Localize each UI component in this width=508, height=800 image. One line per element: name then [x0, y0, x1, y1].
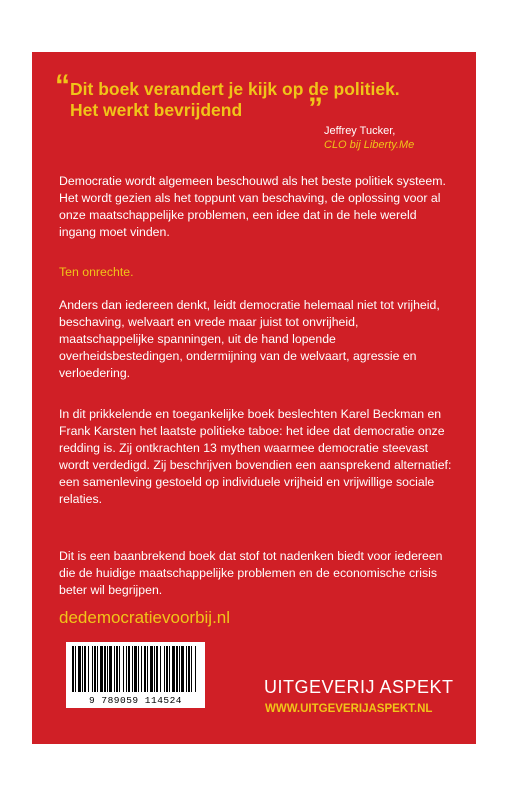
barcode-bar — [147, 646, 148, 692]
barcode-bar — [132, 646, 133, 692]
barcode-bar — [138, 646, 139, 692]
barcode-bar — [75, 646, 76, 692]
barcode-bar — [114, 646, 115, 692]
publisher-url[interactable]: WWW.UITGEVERIJASPEKT.NL — [265, 703, 433, 715]
isbn-number: 9 789059 114524 — [88, 695, 182, 706]
barcode-bar — [92, 646, 93, 692]
barcode-bar — [119, 646, 120, 692]
barcode-bar — [72, 646, 74, 692]
barcode-bar — [154, 646, 155, 692]
quote-block — [55, 69, 465, 125]
barcode-bar — [104, 646, 106, 692]
barcode-bar — [164, 646, 165, 692]
paragraph-book-summary: In dit prikkelende en toegankelijke boek beslechten Karel Beckman en Frank Karsten het laatste politieke taboe: het idee dat democratie onze redding is. Zij ontkrachten 13 mythen waarmee democratie steevast wordt verdedigd. Zij beschrijven bovendien een aansprekend alternatief: een samenleving gestoeld op individuele vrijheid en vrijwillige sociale relaties. — [59, 407, 452, 506]
barcode-bar — [141, 646, 142, 692]
barcode-bar — [128, 646, 130, 692]
barcode-bar — [123, 646, 124, 692]
website-link[interactable]: dedemocratievoorbij.nl — [59, 608, 231, 627]
barcode-bars — [71, 646, 200, 692]
paragraph-emphasis: Ten onrechte. — [59, 265, 134, 279]
open-quote-mark: “ — [55, 69, 70, 102]
barcode-bar — [82, 646, 83, 692]
quote-author-role: CLO bij Liberty.Me — [324, 139, 415, 151]
barcode-bar — [109, 646, 112, 692]
barcode-bar — [169, 646, 170, 692]
quote-line-2: Het werkt bevrijdend — [70, 100, 243, 120]
publisher-name: UITGEVERIJ ASPEKT — [264, 677, 454, 697]
barcode-bar — [78, 646, 81, 692]
barcode-bar — [134, 646, 137, 692]
barcode-bar — [179, 646, 180, 692]
barcode-bar — [100, 646, 103, 692]
barcode-bar — [116, 646, 118, 692]
barcode-bar — [172, 646, 175, 692]
barcode-bar — [188, 646, 190, 692]
barcode-bar — [88, 646, 89, 692]
barcode-bar — [150, 646, 153, 692]
barcode-bar — [176, 646, 178, 692]
barcode-bar — [166, 646, 168, 692]
barcode-bar — [107, 646, 108, 692]
barcode-bar — [144, 646, 146, 692]
barcode-bar — [186, 646, 187, 692]
barcode-bar — [195, 646, 196, 692]
barcode-bar — [181, 646, 184, 692]
barcode-bar — [160, 646, 161, 692]
barcode-bar — [156, 646, 158, 692]
paragraph-argument: Anders dan iedereen denkt, leidt democratie helemaal niet tot vrijheid, beschaving, welvaart en vrede maar juist tot onvrijheid, maatschappelijke spanningen, uit de hand lopende overheidsbestedingen, ondermijning van de welvaart, agressie en verloedering. — [59, 298, 440, 380]
quote-line-1: Dit boek verandert je kijk op de politiek. — [70, 79, 400, 99]
back-cover — [32, 52, 476, 744]
barcode-bar — [126, 646, 127, 692]
barcode-bar — [94, 646, 96, 692]
paragraph-closing: Dit is een baanbrekend boek dat stof tot nadenken biedt voor iedereen die de huidige maatschappelijke problemen en de economische crisis beter wil begrijpen. — [59, 549, 443, 597]
barcode-bar — [84, 646, 86, 692]
paragraph-intro: Democratie wordt algemeen beschouwd als het beste politiek systeem. Het wordt gezien als het toppunt van beschaving, de oplossing voor al onze maatschappelijke problemen, een idee dat in de hele wereld ingang moet vinden. — [59, 174, 446, 239]
barcode-bar — [97, 646, 98, 692]
barcode — [66, 642, 205, 708]
close-quote-mark: ” — [308, 92, 323, 125]
barcode-bar — [191, 646, 192, 692]
quote-attribution — [324, 124, 414, 152]
quote-author: Jeffrey Tucker, — [324, 125, 396, 137]
